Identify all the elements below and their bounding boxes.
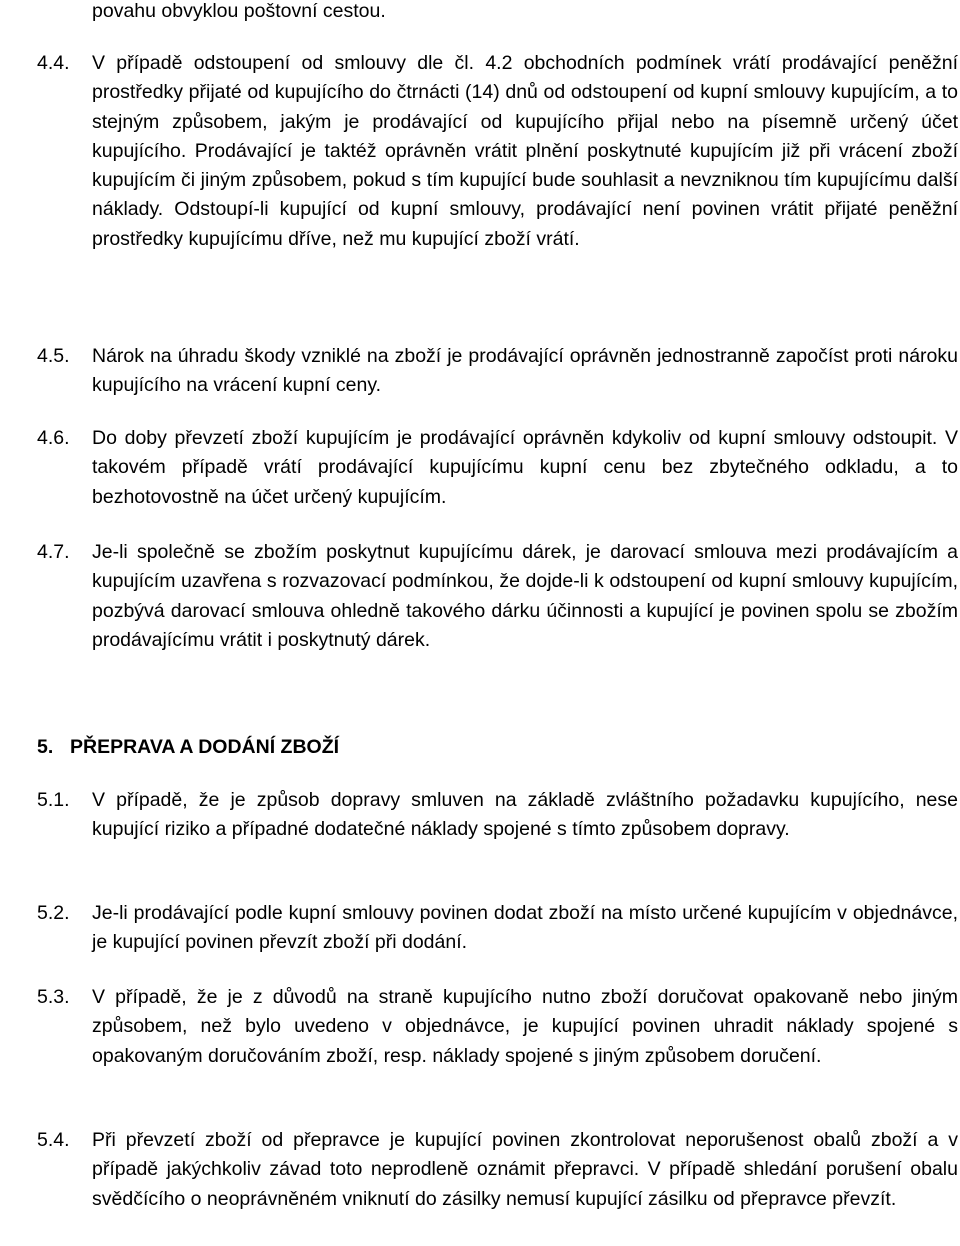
clause-number: 5.4.: [37, 1129, 70, 1151]
clause-4-4: [37, 49, 958, 254]
clause-text: Při převzetí zboží od přepravce je kupující povinen zkontrolovat neporušenost obalů zboží a v případě jakýchkoliv závad toto neprodleně oznámit přepravci. V případě shledání porušení obalu svědčícího o neoprávněném vniknutí do zásilky nemusí kupující zásilku od přepravce převzít.: [92, 1129, 958, 1210]
section-title: PŘEPRAVA A DODÁNÍ ZBOŽÍ: [70, 736, 340, 758]
clause-number: 4.7.: [37, 541, 70, 563]
clause-5-1: [37, 786, 958, 845]
clause-4-6: [37, 424, 958, 512]
clause-number: 4.6.: [37, 427, 70, 449]
clause-text: V případě, že je z důvodů na straně kupujícího nutno zboží doručovat opakovaně nebo jiným způsobem, než bylo uvedeno v objednávce, je kupující povinen uhradit náklady spojené s opakovaným doručováním zboží, resp. náklady spojené s jiným způsobem doručení.: [92, 986, 958, 1067]
clause-text: Nárok na úhradu škody vzniklé na zboží je prodávající oprávněn jednostranně započíst proti nároku kupujícího na vrácení kupní ceny.: [92, 345, 958, 397]
clause-5-2: [37, 899, 958, 958]
clause-text: V případě odstoupení od smlouvy dle čl. 4.2 obchodních podmínek vrátí prodávající peněžní prostředky přijaté od kupujícího do čtrnácti (14) dnů od odstoupení od kupní smlouvy kupujícím, a to stejným způsobem, jakým je prodávající od kupujícího přijal nebo na písemně určený účet kupujícího. Prodávající je taktéž oprávněn vrátit plnění poskytnuté kupujícím již při vrácení zboží kupujícím či jiným způsobem, pokud s tím kupující bude souhlasit a nevzniknou tím kupujícímu další náklady. Odstoupí-li kupující od kupní smlouvy, prodávající není povinen vrátit přijaté peněžní prostředky kupujícímu dříve, než mu kupující zboží vrátí.: [92, 52, 958, 250]
clause-5-4: [37, 1126, 958, 1214]
clause-number: 5.2.: [37, 902, 70, 924]
clause-text: Je-li společně se zbožím poskytnut kupujícímu dárek, je darovací smlouva mezi prodávajícím a kupujícím uzavřena s rozvazovací podmínkou, že dojde-li k odstoupení od kupní smlouvy kupujícím, pozbývá darovací smlouva ohledně takového dárku účinnosti a kupující je povinen spolu se zbožím prodávajícímu vrátit i poskytnutý dárek.: [92, 541, 958, 651]
section-number: 5.: [37, 736, 54, 758]
clause-number: 4.4.: [37, 52, 70, 74]
clause-text: V případě, že je způsob dopravy smluven na základě zvláštního požadavku kupujícího, nese kupující riziko a případné dodatečné náklady spojené s tímto způsobem dopravy.: [92, 789, 958, 841]
continuation-text: povahu obvyklou poštovní cestou.: [92, 0, 386, 22]
clause-text: Je-li prodávající podle kupní smlouvy povinen dodat zboží na místo určené kupujícím v objednávce, je kupující povinen převzít zboží při dodání.: [92, 902, 958, 954]
section-heading: [37, 733, 339, 762]
clause-number: 5.1.: [37, 789, 70, 811]
clause-5-3: [37, 983, 958, 1071]
clause-4-7: [37, 538, 958, 655]
clause-number: 4.5.: [37, 345, 70, 367]
clause-text: Do doby převzetí zboží kupujícím je prodávající oprávněn kdykoliv od kupní smlouvy odstoupit. V takovém případě vrátí prodávající kupujícímu kupní cenu bez zbytečného odkladu, a to bezhotovostně na účet určený kupujícím.: [92, 427, 958, 508]
clause-4-5: [37, 342, 958, 401]
clause-number: 5.3.: [37, 986, 70, 1008]
